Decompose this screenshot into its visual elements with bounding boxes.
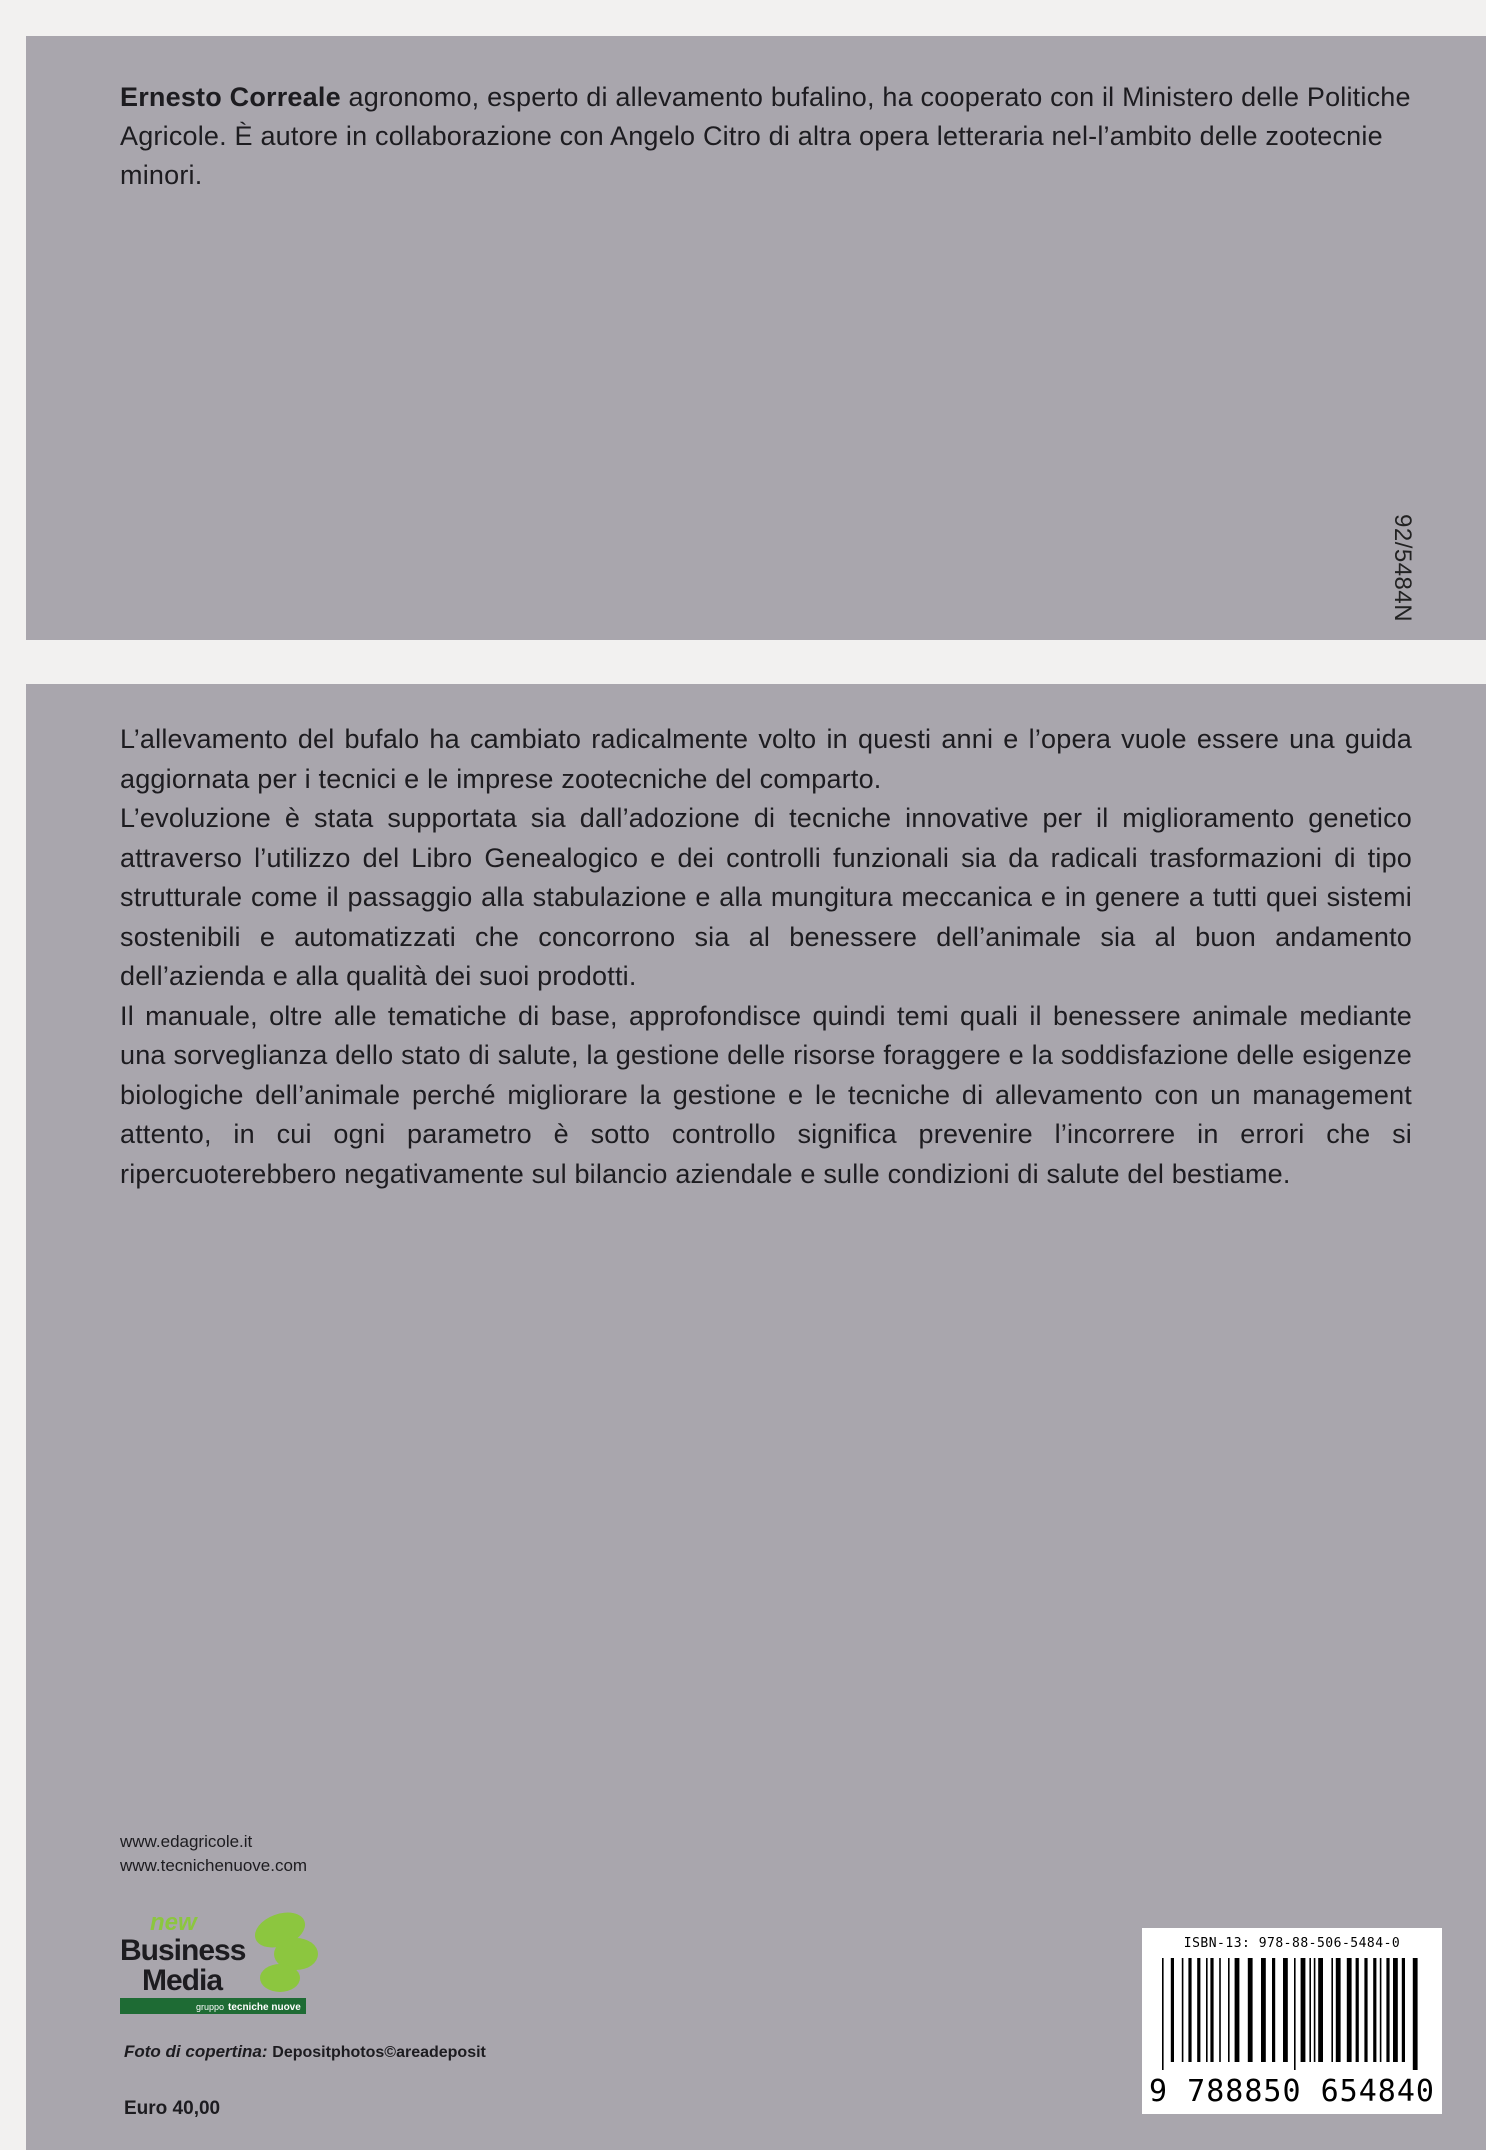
logo-word-media: Media [142, 1964, 223, 1997]
catalog-code: 92/5484N [1389, 514, 1416, 623]
barcode [1142, 1928, 1442, 2114]
price: Euro 40,00 [124, 2098, 221, 2119]
author-bio-text: agronomo, esperto di allevamento bufalino, ha cooperato con il Ministero delle Politiche Agricole. È autore in collaborazione con Angelo Citro di altra opera letteraria nel-l’ambito delle zootecnie minori. [120, 82, 1411, 190]
logo-word-business: Business [120, 1934, 246, 1967]
book-description [120, 720, 1412, 1194]
photo-credit [124, 2042, 486, 2062]
business-media-logo [120, 1908, 334, 2018]
url-edagricole[interactable]: www.edagricole.it [120, 1832, 253, 1851]
author-panel [26, 36, 1486, 640]
description-paragraph-3: Il manuale, oltre alle tematiche di base, approfondisce quindi temi quali il benessere animale mediante una sorveglianza dello stato di salute, la gestione delle risorse foraggere e la soddisfazione delle esigenze biologiche dell’animale perché migliorare la gestione e le tecniche di allevamento con un management attento, in cui ogni parametro è sotto controllo significa prevenire l’incorrere in errori che si ripercuoterebbero negativamente sul bilancio aziendale e sulle condizioni di salute del bestiame. [120, 1000, 1412, 1189]
ean-digits: 9 788850 654840 [1149, 2074, 1435, 2109]
author-name: Ernesto Correale [120, 82, 341, 112]
photo-credit-value: Depositphotos©areadeposit [272, 2044, 486, 2061]
logo-tagline-prefix: gruppo [196, 2002, 225, 2012]
logo-leaf-icon [250, 1908, 318, 1992]
author-bio [120, 78, 1412, 195]
photo-credit-label: Foto di copertina: [124, 2042, 268, 2061]
isbn-text: ISBN-13: 978-88-506-5484-0 [1183, 1936, 1401, 1951]
logo-tagline-brand: tecniche nuove [228, 2002, 301, 2013]
description-panel [26, 684, 1486, 2150]
barcode-bars-icon [1160, 1958, 1424, 2070]
url-tecnichenuove[interactable]: www.tecnichenuove.com [120, 1856, 308, 1875]
description-paragraph-1: L’allevamento del bufalo ha cambiato radicalmente volto in questi anni e l’opera vuole essere una guida aggiornata per i tecnici e le imprese zootecniche del comparto. [120, 724, 1412, 794]
description-paragraph-2: L’evoluzione è stata supportata sia dall’adozione di tecniche innovative per il miglioramento genetico attraverso l’utilizzo del Libro Genealogico e dei controlli funzionali sia da radicali trasformazioni di tipo strutturale come il passaggio alla stabulazione e alla mungitura meccanica e in genere a tutti quei sistemi sostenibili e automatizzati che concorrono sia al benessere dell’animale sia al buon andamento dell’azienda e alla qualità dei suoi prodotti. [120, 803, 1412, 991]
logo-word-new: new [150, 1909, 197, 1936]
